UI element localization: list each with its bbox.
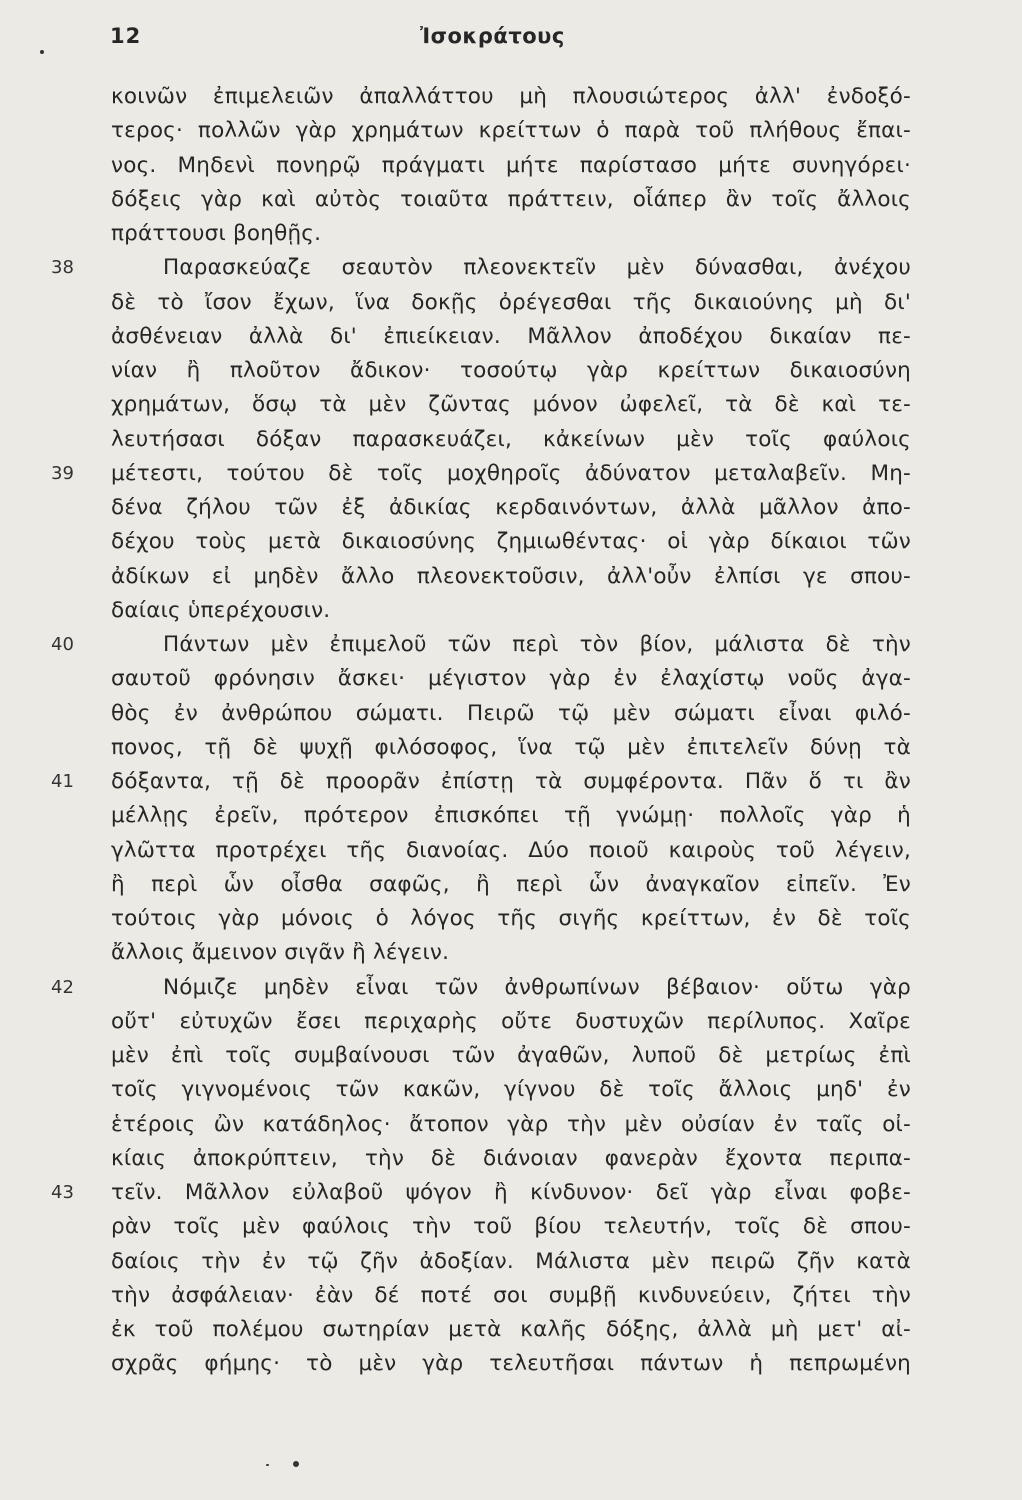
- text-line: [111, 799, 911, 833]
- line-text: χρημάτων, ὅσῳ τὰ μὲν ζῶντας μόνον ὠφελεῖ, τὰ δὲ καὶ τε-: [111, 392, 911, 418]
- text-line: [111, 183, 911, 217]
- line-text: δόξεις γὰρ καὶ αὐτὸς τοιαῦτα πράττειν, οἷάπερ ἂν τοῖς ἄλλοις: [111, 186, 911, 212]
- text-line: [111, 834, 911, 868]
- line-text: πράττουσι βοηθῇς.: [111, 221, 322, 246]
- text-line: [111, 423, 911, 457]
- line-text: μέτεστι, τούτου δὲ τοῖς μοχθηροῖς ἀδύνατον μεταλαβεῖν. Μη-: [111, 460, 911, 486]
- ink-speck: [293, 1461, 299, 1467]
- line-text: τὴν ἀσφάλειαν· ἐὰν δέ ποτέ σοι συμβῇ κινδυνεύειν, ζήτει τὴν: [111, 1282, 911, 1308]
- running-title: Ἰσοκράτους: [420, 24, 565, 48]
- ink-speck: [40, 50, 44, 54]
- text-line: [111, 560, 911, 594]
- line-text: μέλλῃς ἐρεῖν, πρότερον ἐπισκόπει τῇ γνώμῃ· πολλοῖς γὰρ ἡ: [111, 803, 911, 829]
- line-text: σχρᾶς φήμης· τὸ μὲν γὰρ τελευτῆσαι πάντων ἡ πεπρωμένη: [111, 1351, 911, 1377]
- text-line: [111, 1313, 911, 1347]
- line-text: ἀδίκων εἰ μηδὲν ἄλλο πλεονεκτοῦσιν, ἀλλ'οὖν ἐλπίσι γε σπου-: [111, 563, 911, 589]
- line-text: νίαν ἢ πλοῦτον ἄδικον· τοσούτῳ γὰρ κρείττων δικαιοσύνη: [111, 358, 911, 383]
- line-text: τερος· πολλῶν γὰρ χρημάτων κρείττων ὁ παρὰ τοῦ πλήθους ἔπαι-: [111, 118, 911, 144]
- line-text: ἑτέροις ὢν κατάδηλος· ἄτοπον γὰρ τὴν μὲν οὐσίαν ἐν ταῖς οἰ-: [111, 1111, 911, 1137]
- text-line: [111, 1279, 911, 1313]
- line-text: πονος, τῇ δὲ ψυχῇ φιλόσοφος, ἵνα τῷ μὲν ἐπιτελεῖν δύνῃ τὰ: [111, 734, 911, 760]
- text-line: [111, 286, 911, 320]
- text-line: [51, 1176, 911, 1210]
- line-text: ἄλλοις ἄμεινον σιγᾶν ἢ λέγειν.: [111, 940, 450, 966]
- text-line: [111, 1108, 911, 1142]
- text-line: [111, 1005, 911, 1039]
- text-line: [111, 868, 911, 902]
- line-text: δένα ζήλου τῶν ἐξ ἀδικίας κερδαινόντων, ἀλλὰ μᾶλλον ἀπο-: [111, 495, 911, 520]
- text-line: [111, 491, 911, 525]
- page-number: 12: [110, 24, 142, 48]
- text-line: [51, 457, 911, 491]
- line-text: Πάντων μὲν ἐπιμελοῦ τῶν περὶ τὸν βίον, μάλιστα δὲ τὴν: [163, 632, 911, 657]
- text-line: [111, 1210, 911, 1244]
- line-text: ἐκ τοῦ πολέμου σωτηρίαν μετὰ καλῆς δόξης, ἀλλὰ μὴ μετ' αἰ-: [111, 1317, 911, 1342]
- section-number: 38: [51, 257, 74, 279]
- line-text: δαίοις τὴν ἐν τῷ ζῆν ἀδοξίαν. Μάλιστα μὲν πειρῶ ζῆν κατὰ: [111, 1248, 911, 1274]
- line-text: σαυτοῦ φρόνησιν ἄσκει· μέγιστον γὰρ ἐν ἐλαχίστῳ νοῦς ἀγα-: [111, 666, 911, 692]
- section-number: 39: [51, 462, 74, 484]
- text-line: [111, 80, 911, 114]
- line-text: δέχου τοὺς μετὰ δικαιοσύνης ζημιωθέντας· οἱ γὰρ δίκαιοι τῶν: [111, 529, 911, 555]
- text-line: [111, 114, 911, 148]
- line-text: ἀσθένειαν ἀλλὰ δι' ἐπιείκειαν. Μᾶλλον ἀποδέχου δικαίαν πε-: [111, 323, 911, 349]
- line-text: γλῶττα προτρέχει τῆς διανοίας. Δύο ποιοῦ καιροὺς τοῦ λέγειν,: [111, 837, 911, 863]
- text-line: [111, 662, 911, 696]
- line-text: νος. Μηδενὶ πονηρῷ πράγματι μήτε παρίστασο μήτε συνηγόρει·: [111, 152, 911, 178]
- section-number: 40: [51, 634, 74, 655]
- line-text: δὲ τὸ ἴσον ἔχων, ἵνα δοκῇς ὀρέγεσθαι τῆς δικαιούνης μὴ δι': [111, 289, 911, 315]
- line-text: μὲν ἐπὶ τοῖς συμβαίνουσι τῶν ἀγαθῶν, λυποῦ δὲ μετρίως ἐπὶ: [111, 1043, 911, 1068]
- section-number: 41: [51, 771, 74, 792]
- text-line: [111, 1245, 911, 1279]
- line-text: δόξαντα, τῇ δὲ προορᾶν ἐπίστῃ τὰ συμφέροντα. Πᾶν ὅ τι ἂν: [111, 769, 911, 794]
- text-line: [111, 525, 911, 559]
- text-line: [51, 628, 911, 662]
- line-text: θὸς ἐν ἀνθρώπου σώματι. Πειρῶ τῷ μὲν σώματι εἶναι φιλό-: [111, 700, 911, 726]
- line-text: δαίαις ὑπερέχουσιν.: [111, 597, 331, 623]
- text-line: [111, 1347, 911, 1381]
- line-text: τεῖν. Μᾶλλον εὐλαβοῦ ψόγον ἢ κίνδυνον· δεῖ γὰρ εἶναι φοβε-: [111, 1180, 911, 1205]
- text-line: [111, 697, 911, 731]
- text-line: [111, 594, 911, 628]
- line-text: κίαις ἀποκρύπτειν, τὴν δὲ διάνοιαν φανερὰν ἔχοντα περιπα-: [111, 1145, 911, 1171]
- text-line: [111, 388, 911, 422]
- section-number: 42: [51, 976, 74, 998]
- line-text: τοῖς γιγνομένοις τῶν κακῶν, γίγνου δὲ τοῖς ἄλλοις μηδ' ἐν: [111, 1077, 911, 1103]
- line-text: οὔτ' εὐτυχῶν ἔσει περιχαρὴς οὔτε δυστυχῶν περίλυπος. Χαῖρε: [111, 1008, 911, 1034]
- text-line: [111, 1073, 911, 1107]
- text-line: [51, 251, 911, 285]
- main-text: [51, 80, 911, 1382]
- line-text: κοινῶν ἐπιμελειῶν ἀπαλλάττου μὴ πλουσιώτερος ἀλλ' ἐνδοξό-: [111, 84, 911, 109]
- text-line: [51, 971, 911, 1005]
- ink-speck: [266, 1464, 269, 1466]
- line-text: ἢ περὶ ὧν οἶσθα σαφῶς, ἢ περὶ ὧν ἀναγκαῖον εἰπεῖν. Ἐν: [111, 871, 911, 897]
- text-line: [111, 902, 911, 936]
- text-line: [111, 354, 911, 388]
- text-line: [111, 1142, 911, 1176]
- line-text: Παρασκεύαζε σεαυτὸν πλεονεκτεῖν μὲν δύνασθαι, ἀνέχου: [163, 255, 911, 281]
- line-text: Νόμιζε μηδὲν εἶναι τῶν ἀνθρωπίνων βέβαιον· οὕτω γὰρ: [163, 974, 911, 1000]
- section-number: 43: [51, 1182, 74, 1203]
- text-line: [111, 731, 911, 765]
- line-text: ρὰν τοῖς μὲν φαύλοις τὴν τοῦ βίου τελευτήν, τοῖς δὲ σπου-: [111, 1214, 911, 1240]
- line-text: λευτήσασι δόξαν παρασκευάζει, κἀκείνων μὲν τοῖς φαύλοις: [111, 426, 911, 452]
- line-text: τούτοις γὰρ μόνοις ὁ λόγος τῆς σιγῆς κρείττων, ἐν δὲ τοῖς: [111, 906, 911, 931]
- text-line: [111, 149, 911, 183]
- text-line: [111, 320, 911, 354]
- text-line: [111, 936, 911, 970]
- text-line: [111, 1039, 911, 1073]
- text-line: [51, 765, 911, 799]
- text-line: [111, 217, 911, 251]
